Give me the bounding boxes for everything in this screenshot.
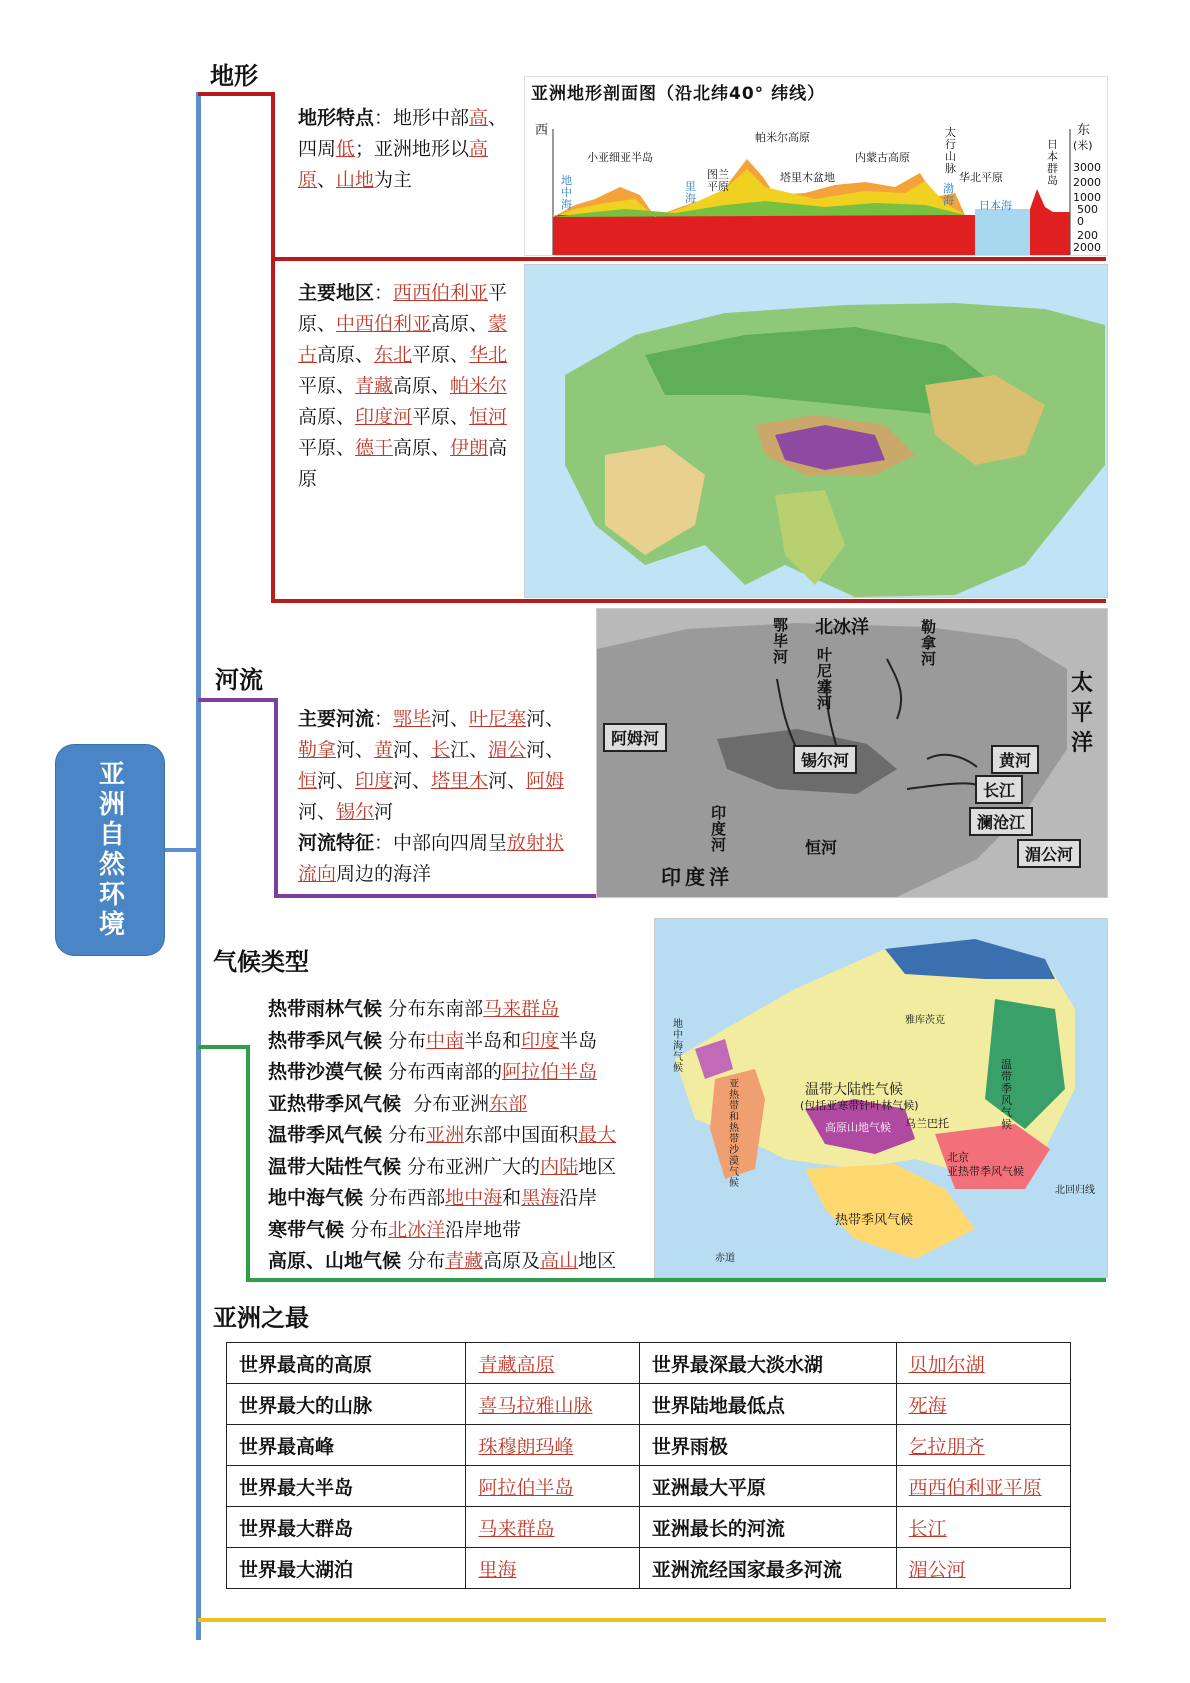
keyword: 低 — [336, 138, 356, 160]
keyword: 东部 — [489, 1092, 528, 1115]
record-category: 世界最大半岛 — [227, 1466, 466, 1507]
keyword: 黄 — [374, 739, 394, 761]
rivers-map-label: 印度河 — [711, 804, 727, 854]
profile-east: 东 — [1077, 123, 1091, 138]
keyword: 德干 — [355, 437, 394, 459]
keyword: 蒙古 — [298, 313, 508, 366]
text-part: 河、 — [393, 770, 432, 792]
keyword: 山地 — [336, 169, 375, 191]
profile-tick: 200 — [1077, 229, 1098, 242]
keyword: 塔里木 — [431, 770, 489, 792]
rivers-main-text — [298, 704, 568, 890]
text-part: 地区 — [578, 1250, 617, 1272]
rivers-map-label: 鄂毕河 — [773, 616, 789, 666]
text-part: ： — [374, 282, 394, 304]
text-part: 河、 — [298, 801, 337, 823]
climate-row — [268, 1089, 668, 1121]
climate-row — [268, 1152, 668, 1184]
climate-name: 地中海气候 — [268, 1187, 364, 1209]
text-part: ： — [374, 708, 394, 730]
terrain-feature-label: 地形特点 — [298, 107, 375, 129]
climate-row — [268, 1026, 668, 1058]
text-part: 分布 — [388, 1029, 427, 1052]
profile-label: 塔里木盆地 — [780, 171, 835, 184]
record-answer: 喜马拉雅山脉 — [466, 1384, 639, 1425]
rivers-map-label: 长江 — [975, 775, 1023, 804]
record-category: 世界最高峰 — [227, 1425, 466, 1466]
text-part: 半岛和 — [464, 1029, 522, 1052]
keyword: 印度 — [521, 1029, 560, 1052]
root-topic: 亚洲自然环境 — [56, 745, 164, 955]
asia-rivers-map — [596, 608, 1108, 898]
text-part: 半岛 — [559, 1029, 598, 1052]
keyword: 地中海 — [445, 1187, 503, 1209]
climate-map-label: (包括亚寒带针叶林气候) — [800, 1099, 919, 1112]
rivers-map-label: 湄公河 — [1017, 839, 1081, 868]
climate-map-label: 乌兰巴托 — [905, 1117, 949, 1130]
climate-map-label: 高原山地气候 — [825, 1121, 891, 1134]
profile-label: 华北平原 — [959, 171, 1003, 184]
climate-row — [268, 994, 668, 1026]
rivers-map-label: 北冰洋 — [815, 617, 869, 638]
rivers-map-label: 太平洋 — [1071, 671, 1094, 756]
text-part: 平原、 — [298, 282, 508, 335]
keyword: 印度河 — [355, 406, 413, 428]
climate-map-label: 雅库茨克 — [905, 1015, 945, 1026]
record-answer: 乞拉朋齐 — [896, 1425, 1070, 1466]
keyword: 阿拉伯半岛 — [502, 1061, 598, 1083]
text-part: ：地形中部 — [374, 107, 470, 129]
keyword: 黑海 — [521, 1187, 560, 1209]
climate-map-label: 北京 — [947, 1151, 969, 1164]
terrain-branch-mid — [271, 257, 1106, 261]
terrain-feature-text — [298, 103, 508, 196]
text-part: 分布西部 — [369, 1187, 446, 1209]
terrain-branch-top — [198, 92, 275, 96]
record-category: 世界最高的高原 — [227, 1343, 466, 1384]
profile-tick: 500 — [1077, 203, 1098, 216]
text-part: 、 — [317, 169, 337, 191]
keyword: 长 — [431, 739, 451, 761]
text-part: 河、 — [526, 739, 565, 761]
rivers-map-label: 印度洋 — [661, 865, 733, 889]
asia-climate-map — [654, 918, 1108, 1278]
text-part: 平原、 — [298, 437, 356, 459]
section-title-records: 亚洲之最 — [213, 1304, 309, 1332]
text-part: 河、 — [431, 708, 470, 730]
text-part: 分布东南部 — [388, 998, 484, 1020]
text-part: 高原、 — [393, 375, 451, 397]
profile-label: 里海 — [685, 180, 696, 205]
keyword: 高原 — [298, 138, 489, 191]
keyword: 华北 — [469, 344, 508, 366]
keyword: 阿姆 — [526, 770, 565, 792]
records-row — [227, 1466, 1071, 1507]
record-category: 世界陆地最低点 — [639, 1384, 896, 1425]
keyword: 马来群岛 — [483, 998, 560, 1020]
profile-tick: 1000 — [1073, 191, 1101, 204]
keyword: 勒拿 — [298, 739, 337, 761]
text-part: 分布西南部的 — [388, 1061, 503, 1083]
climate-row — [268, 1246, 668, 1278]
record-category: 世界最大的山脉 — [227, 1384, 466, 1425]
profile-west: 西 — [535, 123, 549, 138]
keyword: 中南 — [426, 1029, 465, 1052]
keyword: 内陆 — [540, 1155, 579, 1178]
text-part: 沿岸 — [559, 1187, 598, 1209]
record-answer: 死海 — [896, 1384, 1070, 1425]
climate-branch-top — [198, 1045, 250, 1049]
keyword: 高 — [469, 107, 489, 129]
climate-map-label: 温带季风气候 — [1001, 1058, 1012, 1131]
climate-name: 热带雨林气候 — [268, 998, 383, 1020]
profile-label: 渤海 — [943, 182, 954, 207]
climate-map-label: 亚热带季风气候 — [947, 1165, 1024, 1178]
text-part: ：中部向四周呈 — [374, 832, 508, 854]
climate-name: 热带季风气候 — [268, 1029, 383, 1052]
climate-branch-vertical — [246, 1045, 250, 1282]
record-category: 亚洲最大平原 — [639, 1466, 896, 1507]
record-answer: 珠穆朗玛峰 — [466, 1425, 639, 1466]
records-row — [227, 1548, 1071, 1589]
text-part: 高原及 — [483, 1250, 541, 1272]
climate-map-label: 地中海气候 — [673, 1019, 683, 1074]
keyword: 恒河 — [469, 406, 508, 428]
rivers-branch-top — [198, 698, 278, 702]
records-branch-bottom — [198, 1618, 1106, 1622]
text-part: 周边的海洋 — [336, 863, 432, 885]
keyword: 中西伯利亚 — [336, 313, 432, 335]
record-category: 亚洲最长的河流 — [639, 1507, 896, 1548]
text-part: 河、 — [317, 770, 356, 792]
records-row — [227, 1343, 1071, 1384]
text-part: 平原、 — [412, 344, 470, 366]
climate-name: 热带沙漠气候 — [268, 1061, 383, 1083]
record-category: 世界雨极 — [639, 1425, 896, 1466]
text-part: 江、 — [450, 739, 489, 761]
text-part: 平原、 — [298, 375, 356, 397]
text-part: 地区 — [578, 1155, 617, 1178]
text-part: 分布亚洲广大的 — [407, 1155, 541, 1178]
terrain-regions-text — [298, 278, 508, 495]
record-answer: 阿拉伯半岛 — [466, 1466, 639, 1507]
terrain-branch-vertical — [271, 92, 275, 602]
profile-tick: 2000 — [1073, 241, 1101, 254]
text-part: 为主 — [374, 169, 413, 191]
climate-map-label: 北回归线 — [1055, 1185, 1095, 1196]
keyword: 帕米尔 — [450, 375, 508, 397]
asia-terrain-map — [524, 264, 1108, 598]
terrain-branch-bottom — [271, 599, 1106, 603]
text-part: 河 — [374, 801, 394, 823]
climate-branch-bottom — [246, 1278, 1106, 1282]
climate-row — [268, 1215, 668, 1247]
keyword: 印度 — [355, 770, 394, 792]
keyword: 恒 — [298, 770, 318, 792]
record-category: 世界最大湖泊 — [227, 1548, 466, 1589]
keyword: 湄公 — [488, 739, 527, 761]
record-answer: 马来群岛 — [466, 1507, 639, 1548]
climate-row — [268, 1057, 668, 1089]
rivers-main-label: 主要河流 — [298, 708, 375, 730]
climate-name: 温带大陆性气候 — [268, 1155, 402, 1178]
terrain-map-drawing — [525, 265, 1107, 597]
climate-map-label: 温带大陆性气候 — [805, 1082, 903, 1098]
climate-name: 高原、山地气候 — [268, 1250, 402, 1272]
profile-label: 图兰平原 — [707, 168, 729, 193]
rivers-map-label: 锡尔河 — [793, 745, 857, 774]
profile-label: 日本海 — [979, 199, 1012, 212]
keyword: 鄂毕 — [393, 708, 432, 730]
text-part: 分布 — [350, 1218, 389, 1241]
keyword: 东北 — [374, 344, 413, 366]
text-part: 高原 — [298, 437, 508, 490]
climate-map-label: 亚热带和热带沙漠气候 — [729, 1079, 739, 1189]
text-part: 、四周 — [298, 107, 508, 160]
keyword: 伊朗 — [450, 437, 489, 459]
record-category: 世界最深最大淡水湖 — [639, 1343, 896, 1384]
section-title-climate: 气候类型 — [213, 948, 309, 976]
record-answer: 贝加尔湖 — [896, 1343, 1070, 1384]
climate-list — [268, 994, 668, 1278]
climate-name: 寒带气候 — [268, 1218, 345, 1241]
keyword: 放射状流向 — [298, 832, 565, 885]
profile-tick: 3000 — [1073, 161, 1101, 174]
climate-map-label: 赤道 — [715, 1253, 735, 1264]
text-part: 高原、 — [393, 437, 451, 459]
keyword: 青藏 — [355, 375, 394, 397]
profile-unit: (米) — [1073, 139, 1093, 152]
rivers-map-label: 恒河 — [805, 838, 838, 857]
profile-label: 太行山脉 — [945, 126, 956, 175]
keyword: 亚洲 — [426, 1124, 465, 1146]
record-answer: 青藏高原 — [466, 1343, 639, 1384]
text-part: 分布 — [407, 1250, 446, 1272]
record-category: 亚洲流经国家最多河流 — [639, 1548, 896, 1589]
climate-row — [268, 1120, 668, 1152]
text-part: 河、 — [393, 739, 432, 761]
rivers-feature-label: 河流特征 — [298, 832, 375, 854]
keyword: 最大 — [578, 1124, 617, 1146]
terrain-profile-figure — [524, 76, 1108, 256]
rivers-map-label: 澜沧江 — [969, 807, 1033, 836]
section-title-rivers: 河流 — [215, 666, 263, 694]
keyword: 西西伯利亚 — [393, 282, 489, 304]
climate-name: 亚热带季风气候 — [268, 1092, 402, 1115]
text-part: 河、 — [488, 770, 527, 792]
text-part: 和 — [502, 1187, 522, 1209]
records-row — [227, 1507, 1071, 1548]
profile-tick: 2000 — [1073, 176, 1101, 189]
record-answer: 长江 — [896, 1507, 1070, 1548]
profile-title: 亚洲地形剖面图（沿北纬40° 纬线） — [531, 84, 826, 104]
rivers-branch-vertical — [274, 698, 278, 898]
keyword: 北冰洋 — [388, 1218, 446, 1241]
rivers-map-label: 叶尼塞河 — [817, 646, 833, 712]
rivers-map-label: 勒拿河 — [921, 618, 937, 668]
profile-label: 帕米尔高原 — [755, 131, 810, 144]
records-row — [227, 1425, 1071, 1466]
text-part: 分布 — [388, 1124, 427, 1146]
profile-label: 内蒙古高原 — [855, 151, 910, 164]
record-category: 世界最大群岛 — [227, 1507, 466, 1548]
rivers-map-label: 黄河 — [991, 745, 1039, 774]
profile-label: 地中海 — [561, 174, 572, 211]
record-answer: 西西伯利亚平原 — [896, 1466, 1070, 1507]
record-answer: 里海 — [466, 1548, 639, 1589]
terrain-regions-label: 主要地区 — [298, 282, 375, 304]
text-part: 沿岸地带 — [445, 1218, 522, 1241]
climate-name: 温带季风气候 — [268, 1124, 383, 1146]
text-part: 东部中国面积 — [464, 1124, 579, 1146]
records-row — [227, 1384, 1071, 1425]
profile-label: 小亚细亚半岛 — [587, 151, 653, 164]
spine-line — [196, 92, 201, 1640]
text-part: 河、 — [336, 739, 375, 761]
profile-tick: 0 — [1077, 215, 1084, 228]
text-part: 高原、 — [431, 313, 489, 335]
record-answer: 湄公河 — [896, 1548, 1070, 1589]
profile-drawing — [525, 77, 1107, 255]
rivers-map-label: 阿姆河 — [603, 723, 667, 752]
text-part: ；亚洲地形以 — [355, 138, 470, 160]
text-part: 高原、 — [317, 344, 375, 366]
keyword: 锡尔 — [336, 801, 375, 823]
text-part: 平原、 — [412, 406, 470, 428]
text-part: 分布亚洲 — [413, 1092, 490, 1115]
climate-map-label: 热带季风气候 — [835, 1213, 914, 1228]
root-connector — [164, 848, 198, 852]
records-table — [226, 1342, 1071, 1589]
section-title-terrain: 地形 — [210, 62, 258, 90]
profile-label: 日本群岛 — [1047, 138, 1058, 187]
keyword: 青藏 — [445, 1250, 484, 1272]
climate-row — [268, 1183, 668, 1215]
keyword: 叶尼塞 — [469, 708, 527, 730]
keyword: 高山 — [540, 1250, 579, 1272]
text-part: 高原、 — [298, 406, 356, 428]
text-part: 河、 — [526, 708, 565, 730]
